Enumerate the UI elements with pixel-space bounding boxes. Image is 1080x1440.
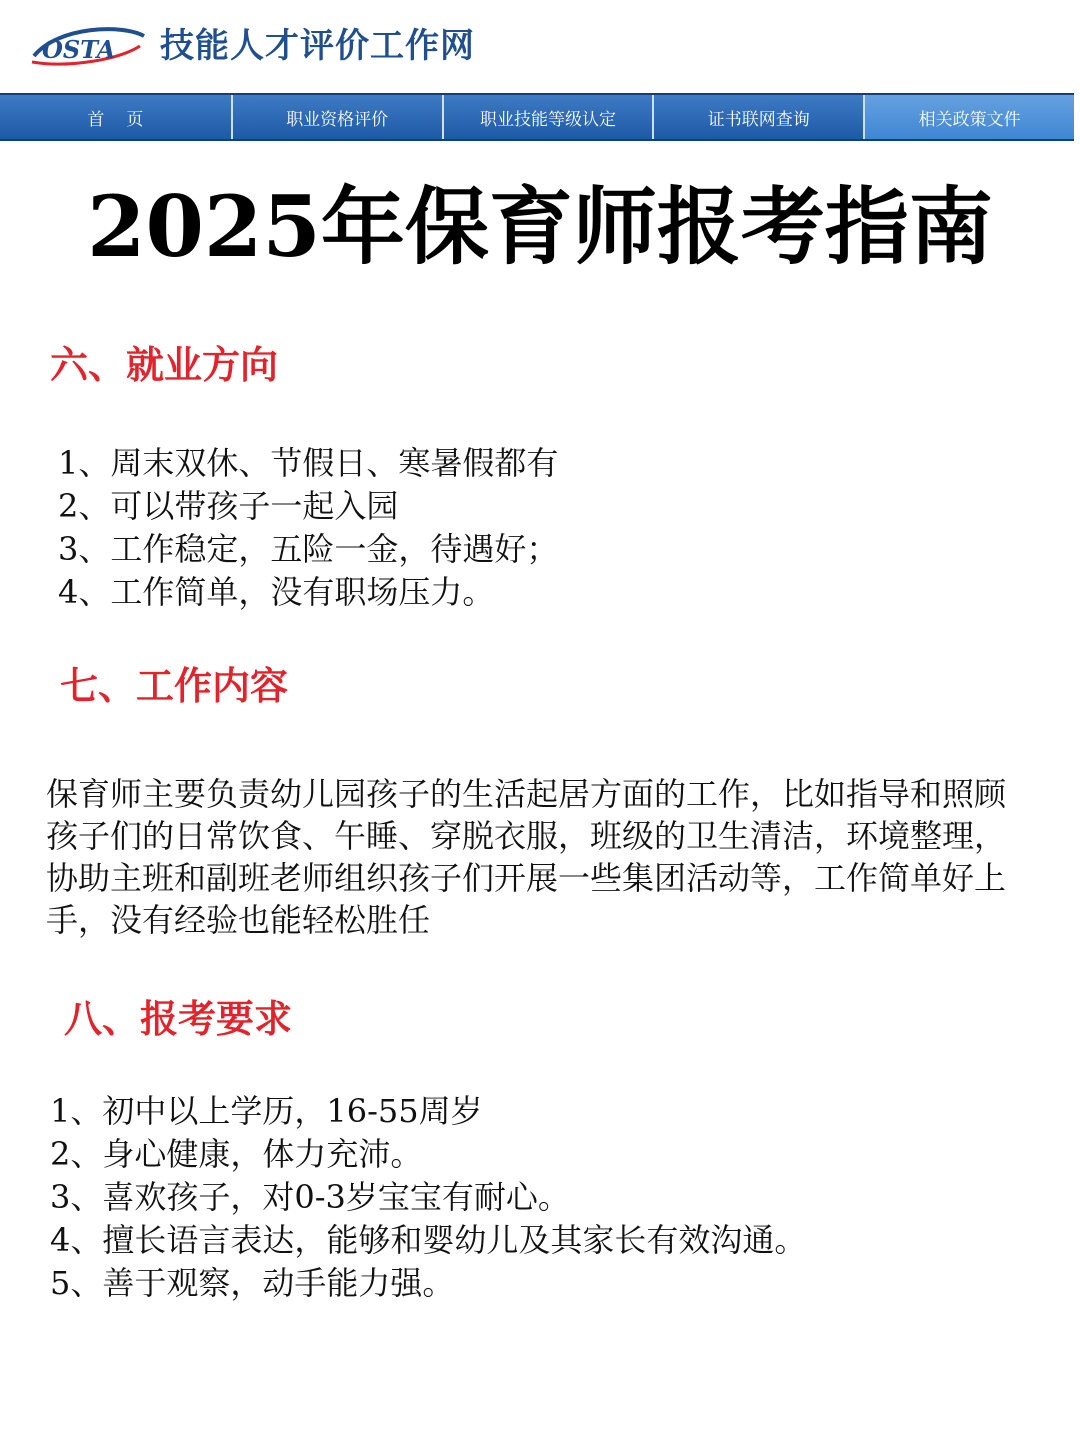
list-item: 5、善于观察，动手能力强。 xyxy=(50,1264,455,1302)
nav-item-certificate-query[interactable]: 证书联网查询 xyxy=(654,95,865,139)
employment-list xyxy=(58,442,558,614)
svg-text:OSTA: OSTA xyxy=(42,35,116,64)
list-item: 1、周末双休、节假日、寒暑假都有 xyxy=(58,444,559,482)
section-heading-requirements: 八、报考要求 xyxy=(64,996,293,1041)
work-content-paragraph: 保育师主要负责幼儿园孩子的生活起居方面的工作，比如指导和照顾孩子们的日常饮食、午睡、穿脱衣服，班级的卫生清洁，环境整理，协助主班和副班老师组织孩子们开展一些集团活动等，工作简单好上手，没有经验也能轻松胜任 xyxy=(46,775,1007,939)
section-heading-employment: 六、就业方向 xyxy=(50,342,279,387)
requirements-list xyxy=(50,1090,806,1305)
list-item: 4、工作简单，没有职场压力。 xyxy=(58,573,495,611)
list-item: 3、工作稳定，五险一金，待遇好； xyxy=(58,530,559,568)
nav-item-skill-level[interactable]: 职业技能等级认定 xyxy=(444,95,655,139)
page-title: 2025年保育师报考指南 xyxy=(87,177,993,276)
site-title: 技能人才评价工作网 xyxy=(160,26,475,66)
list-item: 4、擅长语言表达，能够和婴幼儿及其家长有效沟通。 xyxy=(50,1221,807,1259)
nav-item-qualification[interactable]: 职业资格评价 xyxy=(233,95,444,139)
list-item: 3、喜欢孩子，对0-3岁宝宝有耐心。 xyxy=(50,1178,570,1216)
list-item: 2、身心健康，体力充沛。 xyxy=(50,1135,423,1173)
site-header xyxy=(0,0,1080,92)
list-item: 1、初中以上学历，16-55周岁 xyxy=(50,1092,483,1130)
osta-logo[interactable] xyxy=(28,22,148,70)
nav-item-home[interactable]: 首页 xyxy=(0,95,233,139)
list-item: 2、可以带孩子一起入园 xyxy=(58,487,399,525)
section-heading-work-content: 七、工作内容 xyxy=(60,663,289,708)
nav-item-policy[interactable]: 相关政策文件 xyxy=(865,95,1074,139)
main-nav xyxy=(0,93,1074,141)
